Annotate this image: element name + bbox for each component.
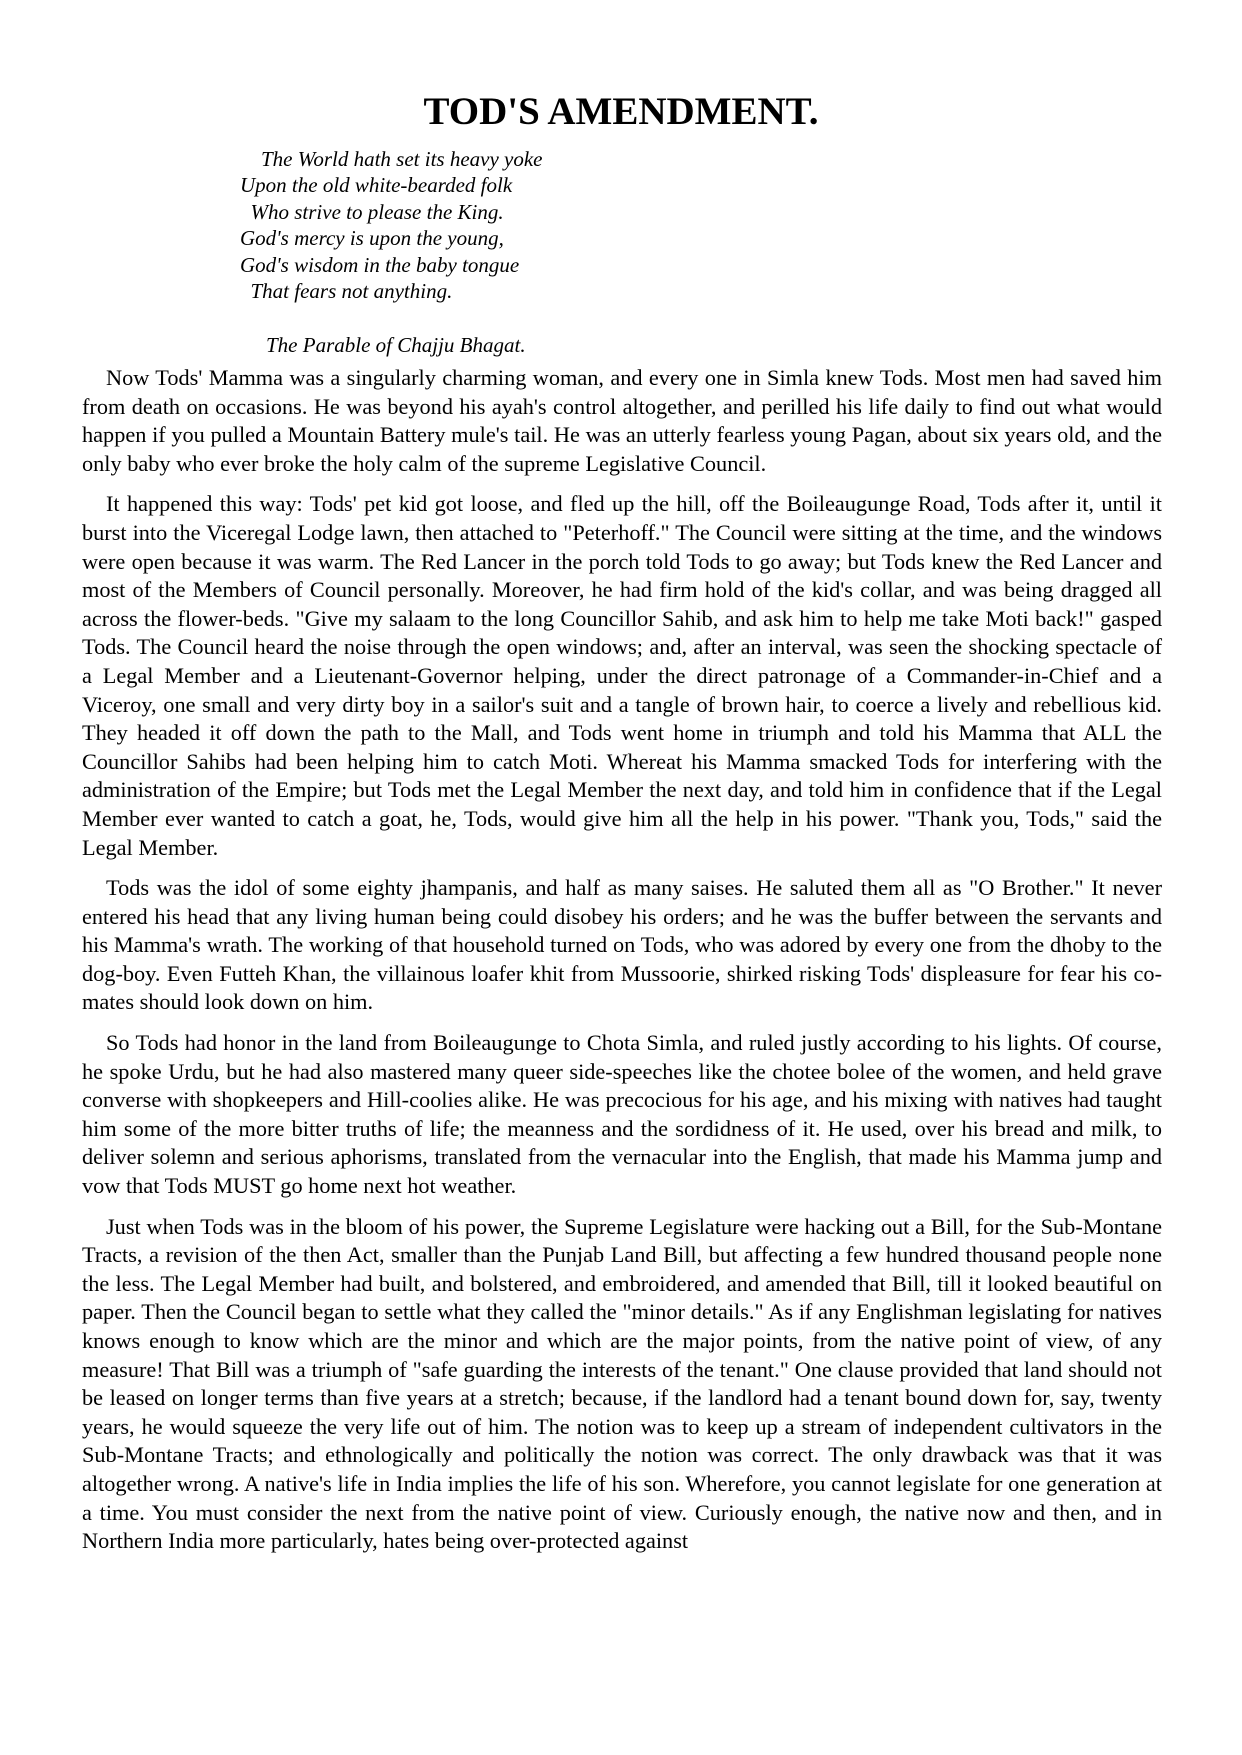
paragraph: Now Tods' Mamma was a singularly charming woman, and every one in Simla knew Tods. Most men had saved him from death on occasions. He was beyond his ayah's control altogether, and perilled his life daily to find out what would happen if you pulled a Mountain Battery mule's tail. He was an utterly fearless young Pagan, about six years old, and the only baby who ever broke the holy calm of the supreme Legislative Council. (82, 365, 1162, 476)
paragraph: Just when Tods was in the bloom of his power, the Supreme Legislature were hacking out a Bill, for the Sub-Montane Tracts, a revision of the then Act, smaller than the Punjab Land Bill, but affecting a few hundred thousand people none the less. The Legal Member had built, and bolstered, and embroidered, and amended that Bill, till it looked beautiful on paper. Then the Council began to settle what they called the "minor details." As if any Englishman legislating for natives knows enough to know which are the minor and which are the major points, from the native point of view, of any measure! That Bill was a triumph of "safe guarding the interests of the tenant." One clause provided that land should not be leased on longer terms than five years at a stretch; because, if the landlord had a tenant bound down for, say, twenty years, he would squeeze the very life out of him. The notion was to keep up a stream of independent cultivators in the Sub-Montane Tracts; and ethnologically and politically the notion was correct. The only drawback was that it was altogether wrong. A native's life in India implies the life of his son. Wherefore, you cannot legislate for one generation at a time. You must consider the next from the native point of view. Curiously enough, the native now and then, and in Northern India more particularly, hates being over-protected against (82, 1213, 1162, 1554)
epigraph-line: That fears not anything. (240, 279, 453, 304)
body-text (82, 364, 1162, 1568)
epigraph-line: Who strive to please the King. (240, 199, 504, 224)
epigraph-source: The Parable of Chajju Bhagat. (266, 333, 526, 358)
epigraph-line: Upon the old white-bearded folk (240, 173, 513, 198)
chapter-title: TOD'S AMENDMENT. (423, 90, 819, 133)
paragraph: Tods was the idol of some eighty jhampanis, and half as many saises. He saluted them all as "O Brother." It never entered his head that any living human being could disobey his orders; and he was the buffer between the servants and his Mamma's wrath. The working of that household turned on Tods, who was adored by every one from the dhoby to the dog-boy. Even Futteh Khan, the villainous loafer khit from Mussoorie, shirked risking Tods' displeasure for fear his co-mates should look down on him. (82, 875, 1162, 1015)
epigraph-line: The World hath set its heavy yoke (240, 147, 543, 171)
paragraph: So Tods had honor in the land from Boileaugunge to Chota Simla, and ruled justly according to his lights. Of course, he spoke Urdu, but he had also mastered many queer side-speeches like the chotee bolee of the women, and held grave converse with shopkeepers and Hill-coolies alike. He was precocious for his age, and his mixing with natives had taught him some of the more bitter truths of life; the meanness and the sordidness of it. He used, over his bread and milk, to deliver solemn and serious aphorisms, translated from the vernacular into the English, that made his Mamma jump and vow that Tods MUST go home next hot weather. (82, 1030, 1162, 1199)
epigraph-line: God's wisdom in the baby tongue (240, 252, 520, 277)
epigraph (240, 146, 543, 359)
paragraph: It happened this way: Tods' pet kid got loose, and fled up the hill, off the Boileaugunge Road, Tods after it, until it burst into the Viceregal Lodge lawn, then attached to "Peterhoff." The Council were sitting at the time, and the windows were open because it was warm. The Red Lancer in the porch told Tods to go away; but Tods knew the Red Lancer and most of the Members of Council personally. Moreover, he had firm hold of the kid's collar, and was being dragged all across the flower-beds. "Give my salaam to the long Councillor Sahib, and ask him to help me take Moti back!" gasped Tods. The Council heard the noise through the open windows; and, after an interval, was seen the shocking spectacle of a Legal Member and a Lieutenant-Governor helping, under the direct patronage of a Commander-in-Chief and a Viceroy, one small and very dirty boy in a sailor's suit and a tangle of brown hair, to coerce a lively and rebellious kid. They headed it off down the path to the Mall, and Tods went home in triumph and told his Mamma that ALL the Councillor Sahibs had been helping him to catch Moti. Whereat his Mamma smacked Tods for interfering with the administration of the Empire; but Tods met the Legal Member the next day, and told him in confidence that if the Legal Member ever wanted to catch a goat, he, Tods, would give him all the help in his power. "Thank you, Tods," said the Legal Member. (82, 491, 1162, 860)
epigraph-line: God's mercy is upon the young, (240, 226, 504, 251)
